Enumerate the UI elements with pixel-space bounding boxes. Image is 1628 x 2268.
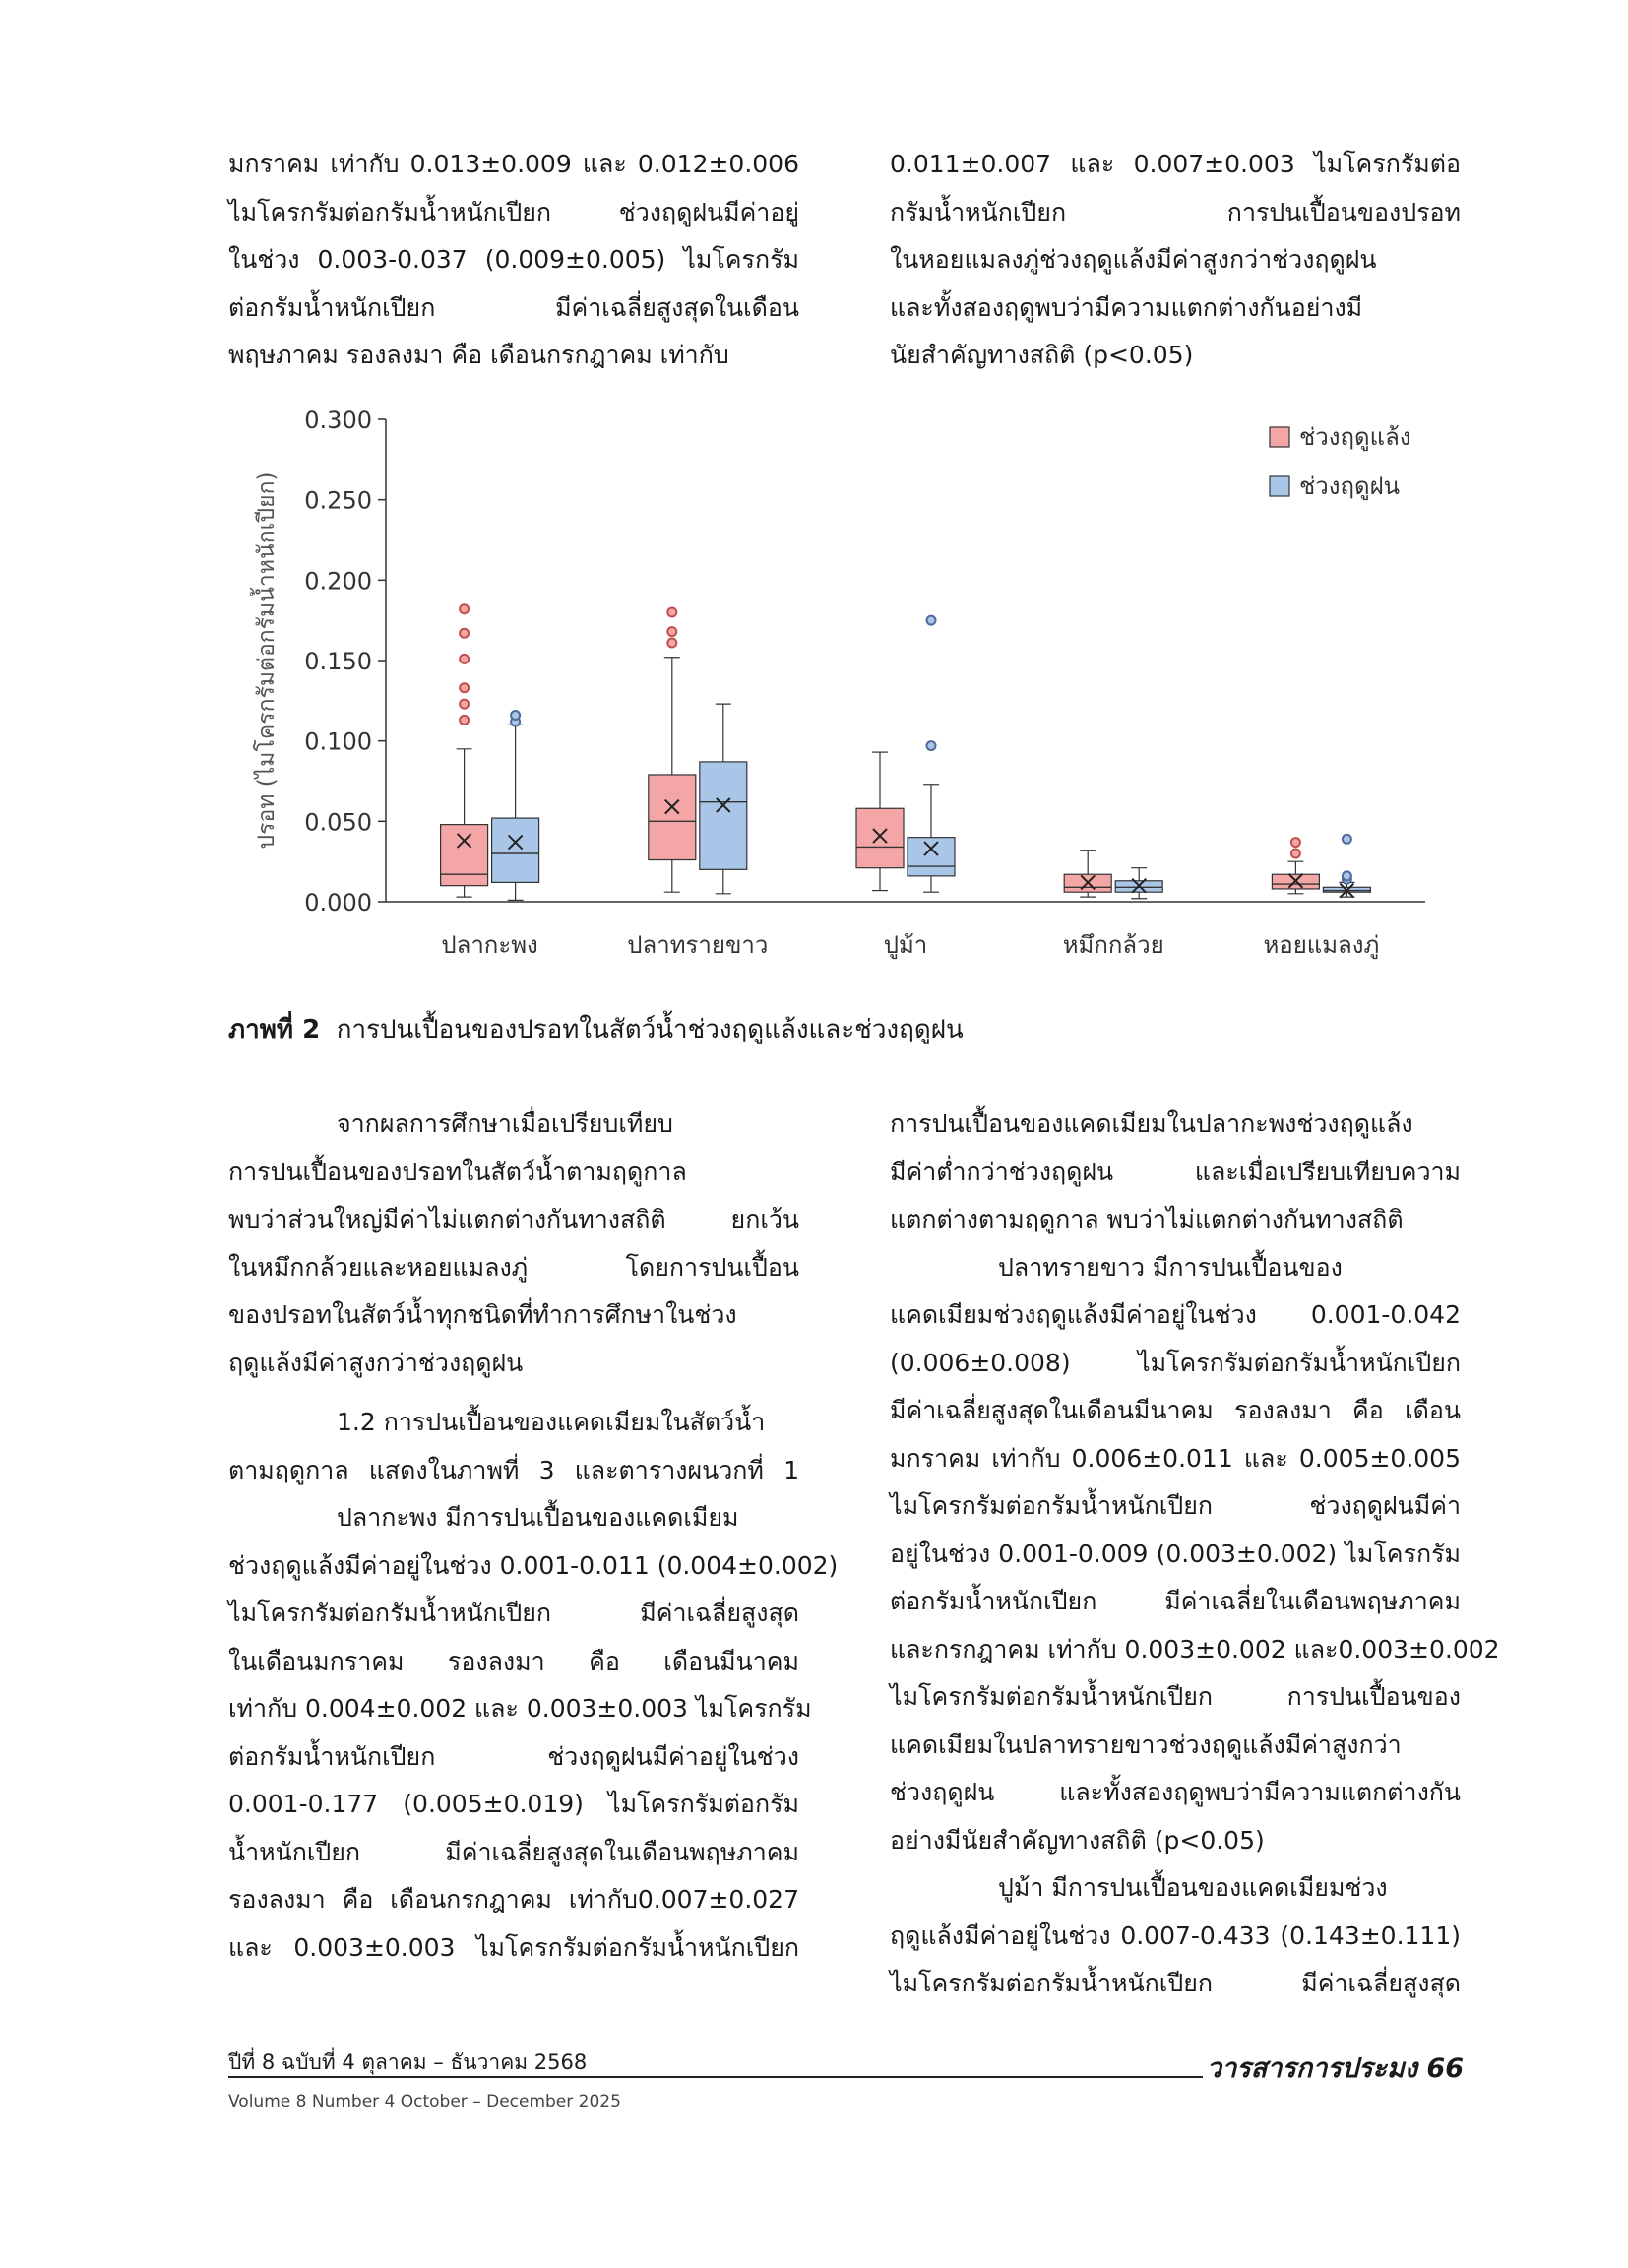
x-category-label: ปูม้า (883, 931, 928, 959)
text-line: อยู่ในช่วง 0.001-0.009 (0.003±0.002) ไมโครกรัม (890, 1539, 1461, 1568)
outlier-point (1291, 838, 1300, 847)
text-line: ฤดูแล้งมีค่าสูงกว่าช่วงฤดูฝน (228, 1348, 524, 1377)
text-line: พบว่าส่วนใหญ่มีค่าไม่แตกต่างกันทางสถิติ ยกเว้น (228, 1205, 799, 1233)
x-category-label: ปลากะพง (441, 931, 538, 959)
text-line: อย่างมีนัยสำคัญทางสถิติ (p<0.05) (890, 1825, 1265, 1855)
text-line: ช่วงฤดูฝน และทั้งสองฤดูพบว่ามีความแตกต่างกัน (890, 1778, 1461, 1806)
text-line: และ 0.003±0.003 ไมโครกรัมต่อกรัมน้ำหนักเปียก (228, 1932, 799, 1962)
text-line: กรัมน้ำหนักเปียก การปนเปื้อนของปรอท (890, 197, 1461, 226)
outlier-point (511, 711, 520, 720)
legend-swatch (1270, 476, 1289, 496)
figure-caption (228, 1009, 964, 1049)
text-line: มีค่าต่ำกว่าช่วงฤดูฝน และเมื่อเปรียบเทียบความ (890, 1157, 1461, 1186)
outlier-point (927, 741, 936, 750)
text-line: ฤดูแล้งมีค่าอยู่ในช่วง 0.007-0.433 (0.143±0.111) (890, 1921, 1461, 1950)
text-line: ช่วงฤดูแล้งมีค่าอยู่ในช่วง 0.001-0.011 (0.004±0.002) (228, 1550, 839, 1580)
footer-journal-page: วารสารการประมง 66 (1206, 2053, 1464, 2084)
box-wet (492, 818, 539, 882)
text-line: ต่อกรัมน้ำหนักเปียก มีค่าเฉลี่ยสูงสุดในเดือน (228, 292, 799, 322)
text-line: รองลงมา คือ เดือนกรกฎาคม เท่ากับ0.007±0.027 (228, 1885, 799, 1914)
outlier-point (667, 627, 676, 636)
text-line: ในหอยแมลงภู่ช่วงฤดูแล้งมีค่าสูงกว่าช่วงฤดูฝน (890, 245, 1377, 274)
legend-swatch (1270, 427, 1289, 447)
paragraph-first-line: 1.2 การปนเปื้อนของแคดเมียมในสัตว์น้ำ (337, 1408, 766, 1436)
page-footer (228, 2041, 1464, 2129)
outlier-point (460, 655, 469, 663)
paragraph-gap (228, 1387, 799, 1399)
outlier-point (460, 604, 469, 613)
legend-label: ช่วงฤดูฝน (1299, 472, 1401, 500)
text-line: 0.001-0.177 (0.005±0.019) ไมโครกรัมต่อกรัม (228, 1790, 799, 1818)
footer-issue-english: Volume 8 Number 4 October – December 2025 (228, 2092, 621, 2111)
top-right-paragraph (890, 141, 1461, 380)
y-axis-label: ปรอท (ไมโครกรัมต่อกรัมน้ำหนักเปียก) (254, 472, 280, 850)
box-dry (441, 825, 488, 886)
legend-label: ช่วงฤดูแล้ง (1299, 423, 1411, 451)
text-line: ไมโครกรัมต่อกรัมน้ำหนักเปียก ช่วงฤดูฝนมีค่าอยู่ (228, 197, 799, 226)
box-dry (856, 808, 904, 867)
y-tick-label: 0.000 (304, 889, 372, 916)
x-category-label: หมึกกล้วย (1062, 931, 1164, 959)
bottom-left-paragraphs (228, 1101, 839, 1972)
outlier-point (667, 608, 676, 617)
paragraph-first-line: ปลาทรายขาว มีการปนเปื้อนของ (998, 1252, 1343, 1282)
outlier-point (1291, 850, 1300, 858)
box-wet (908, 838, 955, 876)
top-left-paragraph (228, 141, 799, 380)
text-line: มีค่าเฉลี่ยสูงสุดในเดือนมีนาคม รองลงมา คือ เดือน (890, 1396, 1461, 1424)
y-tick-label: 0.250 (304, 486, 372, 515)
text-line: ในเดือนมกราคม รองลงมา คือ เดือนมีนาคม (228, 1646, 799, 1675)
text-line: ไมโครกรัมต่อกรัมน้ำหนักเปียก ช่วงฤดูฝนมีค่า (890, 1491, 1461, 1520)
footer-issue-thai: ปีที่ 8 ฉบับที่ 4 ตุลาคม – ธันวาคม 2568 (228, 2050, 588, 2074)
box-dry (649, 775, 696, 860)
text-line: และทั้งสองฤดูพบว่ามีความแตกต่างกันอย่างมี (890, 292, 1363, 322)
y-tick-label: 0.150 (304, 648, 372, 675)
text-line: ไมโครกรัมต่อกรัมน้ำหนักเปียก มีค่าเฉลี่ยสูงสุด (890, 1969, 1461, 1997)
figure-caption-text: การปนเปื้อนของปรอทในสัตว์น้ำช่วงฤดูแล้งและช่วงฤดูฝน (336, 1015, 964, 1044)
text-line: (0.006±0.008) ไมโครกรัมต่อกรัมน้ำหนักเปียก (890, 1348, 1461, 1377)
paragraph-first-line: ปลากะพง มีการปนเปื้อนของแคดเมียม (337, 1503, 739, 1532)
text-line: เท่ากับ 0.004±0.002 และ 0.003±0.003 ไมโครกรัม (228, 1694, 812, 1723)
boxplot-svg (226, 394, 1447, 984)
outlier-point (460, 700, 469, 709)
text-line: การปนเปื้อนของแคดเมียมในปลากะพงช่วงฤดูแล้ง (890, 1109, 1413, 1138)
box-wet (700, 762, 747, 869)
outlier-point (667, 639, 676, 648)
text-line: มกราคม เท่ากับ 0.013±0.009 และ 0.012±0.006 (228, 150, 799, 178)
text-line: แคดเมียมช่วงฤดูแล้งมีค่าอยู่ในช่วง 0.001-0.042 (890, 1300, 1461, 1329)
text-line: แตกต่างตามฤดูกาล พบว่าไม่แตกต่างกันทางสถิติ (890, 1205, 1404, 1233)
text-line: มกราคม เท่ากับ 0.006±0.011 และ 0.005±0.005 (890, 1443, 1461, 1473)
paragraph-first-line: ปูม้า มีการปนเปื้อนของแคดเมียมช่วง (998, 1873, 1388, 1902)
mercury-boxplot-chart (226, 394, 1447, 988)
outlier-point (460, 629, 469, 638)
text-line: ต่อกรัมน้ำหนักเปียก ช่วงฤดูฝนมีค่าอยู่ในช่วง (228, 1741, 799, 1771)
text-line: น้ำหนักเปียก มีค่าเฉลี่ยสูงสุดในเดือนพฤษภาคม (228, 1837, 799, 1866)
text-line: ตามฤดูกาล แสดงในภาพที่ 3 และตารางผนวกที่ 1 (228, 1455, 799, 1484)
text-line: ในช่วง 0.003-0.037 (0.009±0.005) ไมโครกรัม (228, 245, 799, 274)
outlier-point (927, 616, 936, 625)
y-tick-label: 0.300 (304, 407, 372, 434)
outlier-point (460, 716, 469, 724)
text-line: ในหมึกกล้วยและหอยแมลงภู่ โดยการปนเปื้อน (228, 1252, 799, 1282)
text-line: ไมโครกรัมต่อกรัมน้ำหนักเปียก มีค่าเฉลี่ยสูงสุด (228, 1599, 799, 1627)
outlier-point (1343, 835, 1351, 844)
y-tick-label: 0.200 (304, 567, 372, 596)
outlier-point (1343, 871, 1351, 880)
outlier-point (460, 683, 469, 692)
x-category-label: ปลาทรายขาว (627, 931, 769, 959)
figure-caption-label: ภาพที่ 2 (228, 1015, 321, 1044)
y-tick-label: 0.100 (304, 727, 372, 756)
text-line: และกรกฎาคม เท่ากับ 0.003±0.002 และ0.003±0.002 (890, 1634, 1500, 1664)
x-category-label: หอยแมลงภู่ (1263, 931, 1380, 959)
text-line: ต่อกรัมน้ำหนักเปียก มีค่าเฉลี่ยในเดือนพฤษภาคม (890, 1587, 1461, 1615)
text-line: ไมโครกรัมต่อกรัมน้ำหนักเปียก การปนเปื้อนของ (890, 1682, 1461, 1711)
text-line: นัยสำคัญทางสถิติ (p<0.05) (890, 341, 1194, 369)
text-line: การปนเปื้อนของปรอทในสัตว์น้ำตามฤดูกาล (228, 1157, 687, 1186)
paragraph-first-line: จากผลการศึกษาเมื่อเปรียบเทียบ (337, 1109, 673, 1138)
text-line: ของปรอทในสัตว์น้ำทุกชนิดที่ทำการศึกษาในช่วง (228, 1300, 737, 1329)
text-line: 0.011±0.007 และ 0.007±0.003 ไมโครกรัมต่อ (890, 150, 1461, 178)
y-tick-label: 0.050 (304, 808, 372, 837)
footer-rule (228, 2076, 1203, 2078)
text-line: พฤษภาคม รองลงมา คือ เดือนกรกฎาคม เท่ากับ (228, 341, 729, 369)
text-line: แคดเมียมในปลาทรายขาวช่วงฤดูแล้งมีค่าสูงกว่า (890, 1730, 1402, 1759)
bottom-right-paragraphs (890, 1101, 1500, 2008)
